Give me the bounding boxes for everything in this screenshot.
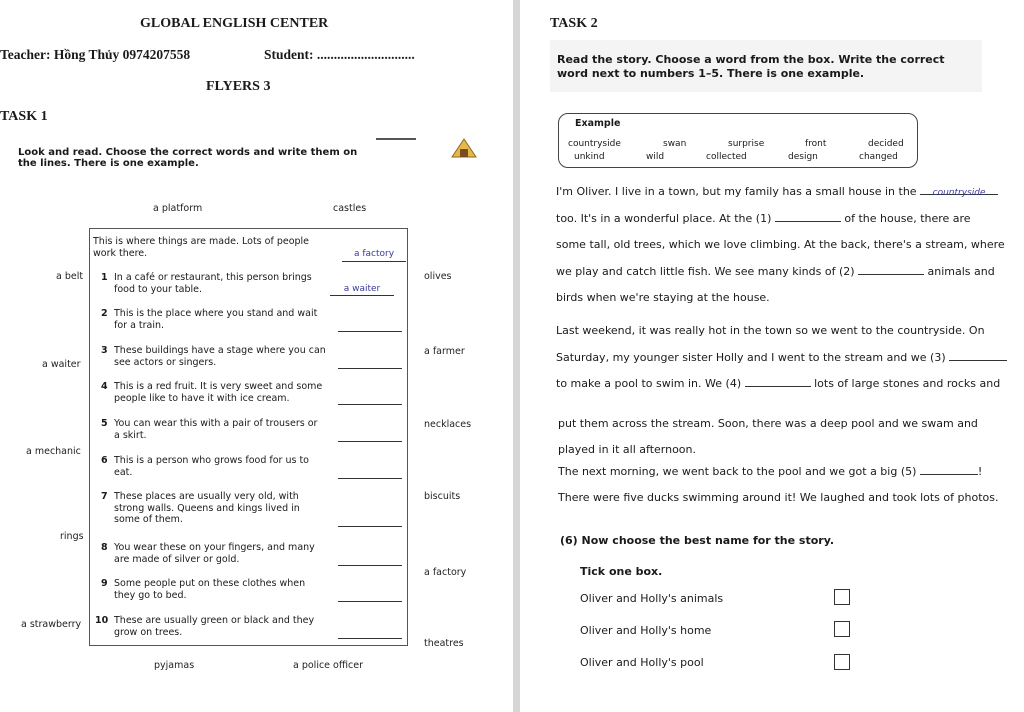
question-number: 5 <box>101 418 108 429</box>
blank-3[interactable] <box>949 351 1007 361</box>
question-number: 2 <box>101 308 108 319</box>
story-line <box>556 351 1007 364</box>
question-text: This is a red fruit. It is very sweet and some people like to have it with ice cream. <box>114 381 323 404</box>
story-line <box>556 212 971 225</box>
question-number: 9 <box>101 578 108 589</box>
story-text: animals and <box>927 265 995 278</box>
task2-heading: TASK 2 <box>550 16 598 31</box>
word-box-item: changed <box>859 152 898 162</box>
question-number: 4 <box>101 381 108 392</box>
option-label: Oliver and Holly's home <box>580 624 712 637</box>
option-checkbox[interactable] <box>834 654 850 670</box>
answer-line[interactable] <box>330 295 394 296</box>
question-number: 7 <box>101 491 108 502</box>
corner-decoration-icon <box>450 137 478 159</box>
center-title: GLOBAL ENGLISH CENTER <box>140 16 329 31</box>
student-field[interactable]: Student: ............................. <box>264 47 415 62</box>
option-label: Oliver and Holly's animals <box>580 592 724 605</box>
question-text: This is the place where you stand and wait for a train. <box>114 308 318 331</box>
word-box-item: countryside <box>568 139 621 149</box>
story-text: to make a pool to swim in. We (4) <box>556 377 742 390</box>
teacher-info: Teacher: Hồng Thủy 0974207558 <box>0 47 191 62</box>
example-blank-answer: countryside <box>932 188 986 198</box>
story-text: we play and catch little fish. We see many kinds of (2) <box>556 265 855 278</box>
story-line <box>558 465 982 478</box>
word-bank-item: a farmer <box>424 346 465 357</box>
word-bank-item: olives <box>424 271 452 282</box>
word-bank-item: rings <box>60 531 84 542</box>
story-text: too. It's in a wonderful place. At the (1) <box>556 212 772 225</box>
word-bank-item: a factory <box>424 567 467 578</box>
example-label: Example <box>575 118 621 129</box>
answer-line[interactable] <box>338 565 402 566</box>
option-checkbox[interactable] <box>834 621 850 637</box>
word-box-item: collected <box>706 152 747 162</box>
question-text: These buildings have a stage where you can see actors or singers. <box>114 345 326 368</box>
story-line: played in it all afternoon. <box>558 443 697 456</box>
question-text: This is a person who grows food for us to eat. <box>114 455 309 478</box>
question-number: 10 <box>95 615 109 626</box>
story-text: The next morning, we went back to the pool and we got a big (5) <box>558 465 917 478</box>
story-line: birds when we're staying at the house. <box>556 291 770 304</box>
level-title: FLYERS 3 <box>206 79 271 94</box>
task2-instructions: Read the story. Choose a word from the box. Write the correct word next to numbers 1–5. There is one example. <box>557 53 945 80</box>
story-line <box>556 185 998 198</box>
question-number: 6 <box>101 455 108 466</box>
word-bank-item: a mechanic <box>26 446 81 457</box>
example-answer-line <box>342 261 406 262</box>
story-line: Last weekend, it was really hot in the town so we went to the countryside. On <box>556 324 985 337</box>
question-6: (6) Now choose the best name for the story. <box>560 534 835 547</box>
blank-2[interactable] <box>858 265 924 275</box>
story-line: There were five ducks swimming around it! We laughed and took lots of photos. <box>558 491 999 504</box>
story-line <box>556 265 995 278</box>
task1-instructions: Look and read. Choose the correct words and write them on the lines. There is one example. <box>18 147 358 169</box>
word-box-item: front <box>805 139 827 149</box>
word-box-item: unkind <box>574 152 605 162</box>
word-box-item: surprise <box>728 139 765 149</box>
answer-line[interactable] <box>338 404 402 405</box>
word-bank-item: a strawberry <box>21 619 82 630</box>
word-bank-item: a police officer <box>293 660 364 671</box>
answer-line[interactable] <box>338 526 402 527</box>
answer-line[interactable] <box>338 441 402 442</box>
question-text: These are usually green or black and they grow on trees. <box>114 615 315 638</box>
question-number: 8 <box>101 542 108 553</box>
answer-line[interactable] <box>338 478 402 479</box>
blank-5[interactable] <box>920 465 978 475</box>
story-text: I'm Oliver. I live in a town, but my family has a small house in the <box>556 185 917 198</box>
scribble-mark <box>376 138 416 146</box>
story-text: of the house, there are <box>844 212 971 225</box>
example-blank <box>920 185 998 198</box>
option-label: Oliver and Holly's pool <box>580 656 704 669</box>
blank-4[interactable] <box>745 377 811 387</box>
question-number: 3 <box>101 345 108 356</box>
word-bank-item: theatres <box>424 638 464 649</box>
word-bank-item: biscuits <box>424 491 461 502</box>
task1-heading: TASK 1 <box>0 109 48 124</box>
story-line: some tall, old trees, which we love climbing. At the back, there's a stream, where <box>556 238 1005 251</box>
question-text: You can wear this with a pair of trousers or a skirt. <box>114 418 318 441</box>
question-text: Some people put on these clothes when they go to bed. <box>114 578 306 601</box>
story-text: lots of large stones and rocks and <box>814 377 1001 390</box>
tick-instruction: Tick one box. <box>580 565 663 578</box>
question-text: You wear these on your fingers, and many are made of silver or gold. <box>114 542 315 565</box>
story-text: ! <box>977 465 983 478</box>
answer-line[interactable] <box>338 601 402 602</box>
question-number: 1 <box>101 272 108 283</box>
word-bank-item: a platform <box>153 203 203 214</box>
answer-line[interactable] <box>338 368 402 369</box>
page-divider <box>513 0 520 712</box>
word-box-item: decided <box>868 139 904 149</box>
word-box-item: wild <box>646 152 665 162</box>
word-box-item: design <box>788 152 818 162</box>
word-bank-item: pyjamas <box>154 660 195 671</box>
example-answer: a factory <box>353 249 395 259</box>
word-bank-item: a waiter <box>42 359 81 370</box>
answer-line[interactable] <box>338 638 402 639</box>
question-text: These places are usually very old, with strong walls. Queens and kings lived in some of them. <box>114 491 300 525</box>
question-text: In a café or restaurant, this person brings food to your table. <box>114 272 312 295</box>
answer-filled[interactable]: a waiter <box>343 284 381 294</box>
story-line <box>556 377 1000 390</box>
word-bank-item: a belt <box>56 271 84 282</box>
blank-1[interactable] <box>775 212 841 222</box>
word-bank-item: necklaces <box>424 419 472 430</box>
story-text: Saturday, my younger sister Holly and I went to the stream and we (3) <box>556 351 946 364</box>
word-box-item: swan <box>663 139 687 149</box>
story-line: put them across the stream. Soon, there was a deep pool and we swam and <box>558 417 978 430</box>
word-bank-item: castles <box>333 203 367 214</box>
answer-line[interactable] <box>338 331 402 332</box>
option-checkbox[interactable] <box>834 589 850 605</box>
example-text: This is where things are made. Lots of people work there. <box>93 236 310 259</box>
